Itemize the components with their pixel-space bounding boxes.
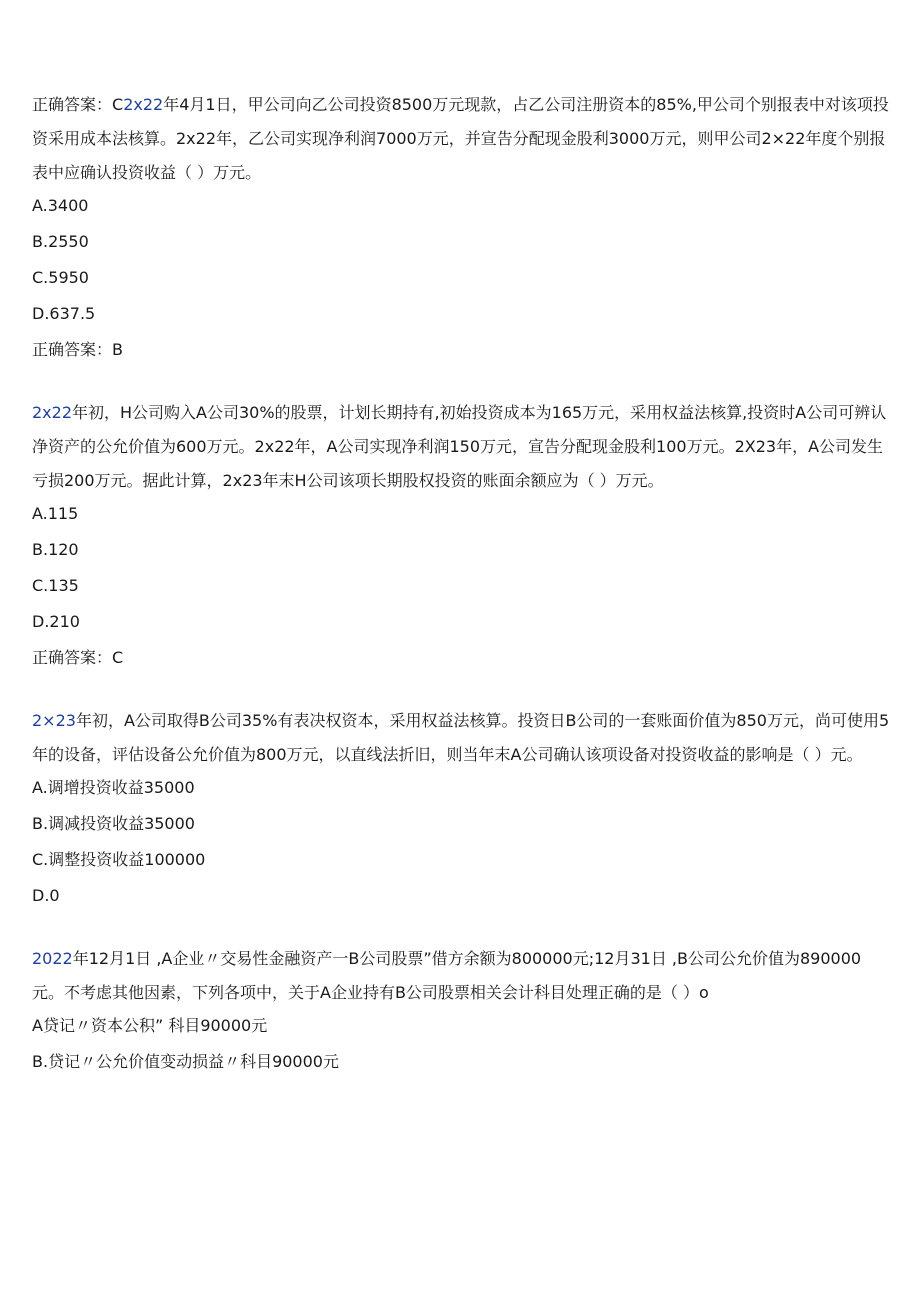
document-page xyxy=(32,88,892,1108)
question-3-option-a: A.调增投资收益35000 xyxy=(32,778,195,797)
question-3-stem xyxy=(32,704,892,772)
question-4-option-a: A贷记〃资本公积” 科目90000元 xyxy=(32,1016,268,1035)
question-2-option-c: C.135 xyxy=(32,576,79,595)
question-3 xyxy=(32,704,892,908)
question-2-stem xyxy=(32,396,892,498)
question-1-prefix: 正确答案：C xyxy=(32,95,124,114)
question-3-option-c: C.调整投资收益100000 xyxy=(32,850,206,869)
question-2-text: 年初，H公司购入A公司30%的股票，计划长期持有,初始投资成本为165万元，采用权益法核算,投资时A公司可辨认净资产的公允价值为600万元。2x22年，A公司实现净利润150万元，宣告分配现金股利100万元。2X23年，A公司发生亏损200万元。据此计算，2x23年末H公司该项长期股权投资的账面余额应为（ ）万元。 xyxy=(32,403,887,490)
question-2-option-d: D.210 xyxy=(32,612,80,631)
question-3-option-d: D.0 xyxy=(32,886,60,905)
question-2-answer: 正确答案：C xyxy=(32,648,124,667)
question-1-year: 2x22 xyxy=(123,95,164,114)
question-1-option-c: C.5950 xyxy=(32,268,89,287)
question-2-option-b: B.120 xyxy=(32,540,79,559)
question-2 xyxy=(32,396,892,670)
question-1-option-d: D.637.5 xyxy=(32,304,96,323)
question-1-option-b: B.2550 xyxy=(32,232,89,251)
question-4 xyxy=(32,942,892,1074)
question-2-year: 2x22 xyxy=(32,403,73,422)
question-3-year: 2×23 xyxy=(32,711,76,730)
question-4-option-b: B.贷记〃公允价值变动损益〃科目90000元 xyxy=(32,1052,339,1071)
question-4-year: 2022 xyxy=(32,949,73,968)
question-3-option-b: B.调减投资收益35000 xyxy=(32,814,195,833)
question-1-answer: 正确答案：B xyxy=(32,340,123,359)
question-2-option-a: A.115 xyxy=(32,504,79,523)
question-1 xyxy=(32,88,892,362)
question-3-text: 年初，A公司取得B公司35%有表决权资本，采用权益法核算。投资日B公司的一套账面价值为850万元，尚可使用5年的设备，评估设备公允价值为800万元，以直线法折旧，则当年末A公司确认该项设备对投资收益的影响是（ ）元。 xyxy=(32,711,890,764)
question-1-option-a: A.3400 xyxy=(32,196,89,215)
question-1-text: 年4月1日，甲公司向乙公司投资8500万元现款，占乙公司注册资本的85%,甲公司个别报表中对该项投资采用成本法核算。2x22年，乙公司实现净利润7000万元，并宣告分配现金股利3000万元，则甲公司2×22年度个别报表中应确认投资收益（ ）万元。 xyxy=(32,95,889,182)
question-4-stem xyxy=(32,942,892,1010)
question-4-text: 年12月1日 ,A企业〃交易性金融资产一B公司股票”借方余额为800000元;12月31日 ,B公司公允价值为890000元。不考虑其他因素，下列各项中，关于A企业持有B公司股票相关会计科目处理正确的是（ ）o xyxy=(32,949,862,1002)
question-1-stem xyxy=(32,88,892,190)
